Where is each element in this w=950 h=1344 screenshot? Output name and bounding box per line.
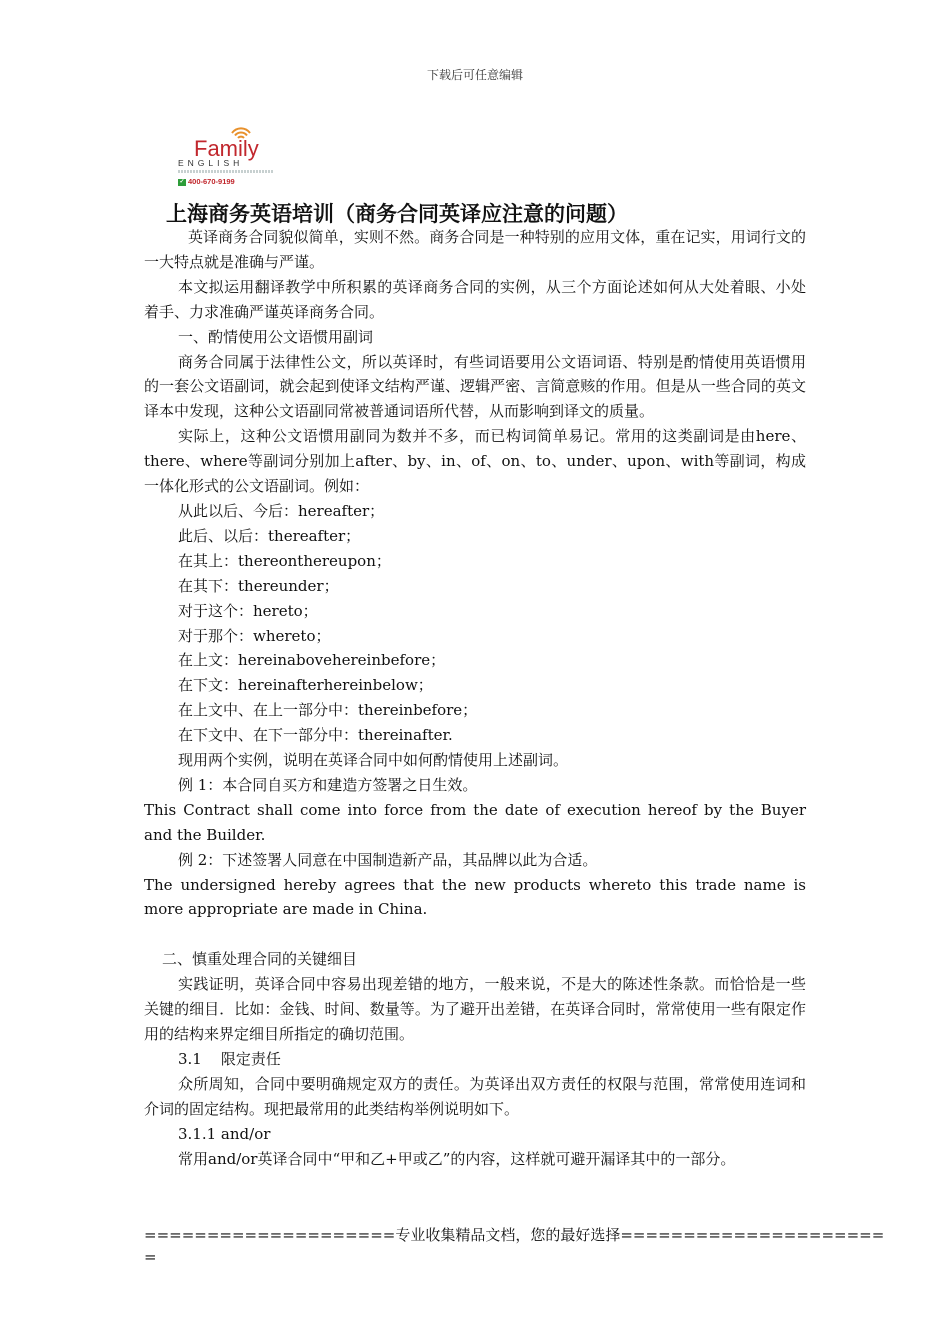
- list-item: 在上文中、在上一部分中：thereinbefore；: [178, 701, 478, 720]
- paragraph: 实践证明，英译合同中容易出现差错的地方，一般来说，不是大的陈述性条款。而恰恰是一些关键的细目．比如：金钱、时间、数量等。为了避开出差错，在英译合同时，常常使用一些有限定作用的结构来界定细目所指定的确切范围。: [144, 975, 806, 1043]
- document-title: 上海商务英语培训（商务合同英译应注意的问题）: [166, 201, 628, 226]
- paragraph: 常用and/or英译合同中“甲和乙+甲或乙”的内容，这样就可避开漏译其中的一部分。: [178, 1149, 736, 1168]
- check-icon: ✓: [179, 178, 185, 185]
- example-label: 例 2：下述签署人同意在中国制造新产品，其品牌以此为合适。: [178, 850, 598, 869]
- page-header: 下载后可任意编辑: [426, 68, 523, 82]
- paragraph: 众所周知，合同中要明确规定双方的责任。为英译出双方责任的权限与范围，常常使用连词和介词的固定结构。现把最常用的此类结构举例说明如下。: [144, 1074, 806, 1118]
- subsection-heading: 3.1 限定责任: [178, 1049, 281, 1068]
- example-english: This Contract shall come into force from the date of execution hereof by the Buyer and the Builder.: [144, 800, 806, 844]
- list-item: 对于这个：hereto；: [178, 601, 318, 620]
- family-english-logo: [174, 124, 274, 190]
- example-english: The undersigned hereby agrees that the new products whereto this trade name is more appropriate are made in China.: [144, 875, 806, 919]
- list-item: 在下文中、在下一部分中：thereinafter.: [178, 726, 453, 745]
- paragraph: 英译商务合同貌似简单，实则不然。商务合同是一种特别的应用文体，重在记实，用词行文的一大特点就是准确与严谨。: [144, 228, 806, 271]
- paragraph: 商务合同属于法律性公文，所以英译时，有些词语要用公文语词语、特别是酌情使用英语惯用的一套公文语副词，就会起到使译文结构严谨、逻辑严密、言简意赅的作用。但是从一些合同的英文译本中发现，这种公文语副同常被普通词语所代替，从而影响到译文的质量。: [144, 352, 806, 421]
- spacer: [144, 922, 806, 947]
- logo-phone-number: 400-670-9199: [188, 177, 235, 186]
- logo-phone: [178, 177, 235, 186]
- list-item: 在上文：hereinabovehereinbefore；: [178, 651, 446, 670]
- list-item: 此后、以后：thereafter；: [178, 526, 361, 545]
- section-heading: 二、慎重处理合同的关键细目: [162, 950, 358, 969]
- logo-slogan-line: [178, 170, 274, 173]
- list-item: 对于那个：whereto；: [178, 626, 331, 645]
- subsection-heading: 3.1.1 and/or: [178, 1124, 271, 1143]
- list-item: 从此以后、今后：hereafter；: [178, 501, 385, 520]
- document-body: [144, 225, 806, 1171]
- list-item: 在下文：hereinafterhereinbelow；: [178, 676, 433, 695]
- list-item: 在其下：thereunder；: [178, 576, 339, 595]
- example-label: 例 1：本合同自买方和建造方签署之日生效。: [178, 775, 478, 794]
- list-item: 在其上：thereonthereupon；: [178, 551, 391, 570]
- section-heading: 一、酌情使用公文语惯用副词: [178, 327, 374, 346]
- logo-sub-text: ENGLISH: [178, 158, 244, 168]
- paragraph: 实际上，这种公文语惯用副同为数并不多，而已构词简单易记。常用的这类副词是由here、there、where等副词分别加上after、by、in、of、on、to、under、upon、with等副词，构成一体化形式的公文语副词。例如：: [144, 427, 806, 496]
- paragraph: 现用两个实例，说明在英译合同中如何酌情使用上述副词。: [178, 751, 569, 770]
- logo-brand-text: Family: [194, 136, 259, 161]
- paragraph: 本文拟运用翻译教学中所积累的英译商务合同的实例，从三个方面论述如何从大处着眼、小处着手、力求准确严谨英译商务合同。: [144, 277, 806, 321]
- page-footer: ====================专业收集精品文档，您的最好选择===================== =: [144, 1226, 885, 1266]
